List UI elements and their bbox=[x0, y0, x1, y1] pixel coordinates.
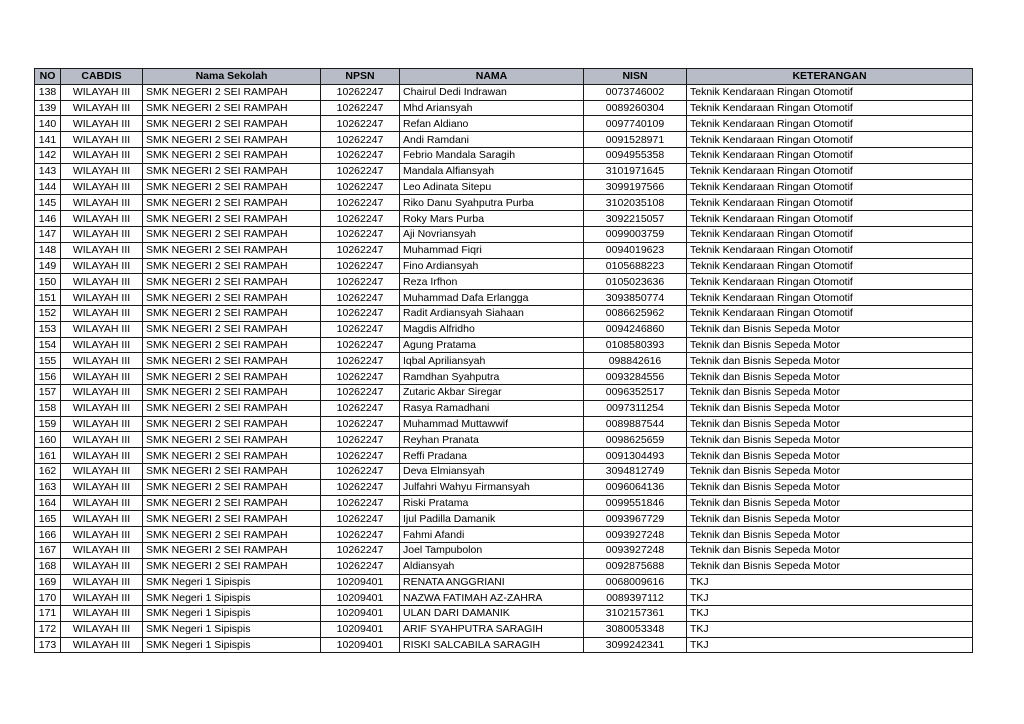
cell-nama-sekolah: SMK NEGERI 2 SEI RAMPAH bbox=[143, 179, 321, 195]
cell-nisn: 0096064136 bbox=[584, 479, 687, 495]
table-row bbox=[35, 527, 973, 543]
cell-nisn: 0094019623 bbox=[584, 242, 687, 258]
cell-no: 146 bbox=[35, 211, 61, 227]
cell-keterangan: Teknik dan Bisnis Sepeda Motor bbox=[687, 558, 973, 574]
cell-nama: Julfahri Wahyu Firmansyah bbox=[400, 479, 584, 495]
cell-cabdis: WILAYAH III bbox=[61, 226, 143, 242]
cell-nama-sekolah: SMK NEGERI 2 SEI RAMPAH bbox=[143, 416, 321, 432]
cell-nama-sekolah: SMK Negeri 1 Sipispis bbox=[143, 621, 321, 637]
cell-nisn: 3102157361 bbox=[584, 606, 687, 622]
cell-npsn: 10262247 bbox=[321, 463, 400, 479]
cell-no: 141 bbox=[35, 132, 61, 148]
cell-nama-sekolah: SMK NEGERI 2 SEI RAMPAH bbox=[143, 448, 321, 464]
cell-nama-sekolah: SMK NEGERI 2 SEI RAMPAH bbox=[143, 305, 321, 321]
cell-nama: Riski Pratama bbox=[400, 495, 584, 511]
cell-no: 166 bbox=[35, 527, 61, 543]
cell-nama: Roky Mars Purba bbox=[400, 211, 584, 227]
cell-no: 169 bbox=[35, 574, 61, 590]
cell-no: 165 bbox=[35, 511, 61, 527]
cell-no: 151 bbox=[35, 290, 61, 306]
table-row bbox=[35, 179, 973, 195]
cell-nama: Muhammad Muttawwif bbox=[400, 416, 584, 432]
table-row bbox=[35, 606, 973, 622]
cell-keterangan: TKJ bbox=[687, 590, 973, 606]
header-keterangan: KETERANGAN bbox=[687, 69, 973, 85]
cell-npsn: 10262247 bbox=[321, 274, 400, 290]
cell-nama: Aldiansyah bbox=[400, 558, 584, 574]
cell-keterangan: Teknik Kendaraan Ringan Otomotif bbox=[687, 116, 973, 132]
cell-nisn: 0086625962 bbox=[584, 305, 687, 321]
cell-nisn: 0098625659 bbox=[584, 432, 687, 448]
cell-nama: ARIF SYAHPUTRA SARAGIH bbox=[400, 621, 584, 637]
table-row bbox=[35, 116, 973, 132]
cell-cabdis: WILAYAH III bbox=[61, 100, 143, 116]
cell-nama-sekolah: SMK Negeri 1 Sipispis bbox=[143, 574, 321, 590]
cell-cabdis: WILAYAH III bbox=[61, 132, 143, 148]
cell-npsn: 10262247 bbox=[321, 179, 400, 195]
table-row bbox=[35, 226, 973, 242]
cell-nisn: 0097740109 bbox=[584, 116, 687, 132]
cell-nama-sekolah: SMK NEGERI 2 SEI RAMPAH bbox=[143, 116, 321, 132]
table-row bbox=[35, 369, 973, 385]
cell-keterangan: Teknik dan Bisnis Sepeda Motor bbox=[687, 416, 973, 432]
cell-nama-sekolah: SMK NEGERI 2 SEI RAMPAH bbox=[143, 211, 321, 227]
cell-keterangan: Teknik dan Bisnis Sepeda Motor bbox=[687, 448, 973, 464]
cell-keterangan: Teknik dan Bisnis Sepeda Motor bbox=[687, 511, 973, 527]
table-row bbox=[35, 511, 973, 527]
cell-keterangan: Teknik dan Bisnis Sepeda Motor bbox=[687, 463, 973, 479]
cell-npsn: 10262247 bbox=[321, 558, 400, 574]
cell-npsn: 10262247 bbox=[321, 132, 400, 148]
cell-no: 168 bbox=[35, 558, 61, 574]
cell-nama-sekolah: SMK Negeri 1 Sipispis bbox=[143, 606, 321, 622]
cell-nama: Radit Ardiansyah Siahaan bbox=[400, 305, 584, 321]
cell-keterangan: Teknik Kendaraan Ringan Otomotif bbox=[687, 195, 973, 211]
table-row bbox=[35, 242, 973, 258]
table-row bbox=[35, 337, 973, 353]
cell-keterangan: TKJ bbox=[687, 621, 973, 637]
cell-keterangan: Teknik Kendaraan Ringan Otomotif bbox=[687, 100, 973, 116]
cell-nama-sekolah: SMK NEGERI 2 SEI RAMPAH bbox=[143, 147, 321, 163]
cell-keterangan: Teknik Kendaraan Ringan Otomotif bbox=[687, 147, 973, 163]
cell-nisn: 0099003759 bbox=[584, 226, 687, 242]
cell-no: 156 bbox=[35, 369, 61, 385]
table-row bbox=[35, 574, 973, 590]
cell-nama-sekolah: SMK Negeri 1 Sipispis bbox=[143, 637, 321, 653]
header-npsn: NPSN bbox=[321, 69, 400, 85]
cell-npsn: 10262247 bbox=[321, 163, 400, 179]
cell-npsn: 10262247 bbox=[321, 432, 400, 448]
cell-npsn: 10262247 bbox=[321, 495, 400, 511]
cell-keterangan: Teknik Kendaraan Ringan Otomotif bbox=[687, 84, 973, 100]
cell-nama: Mandala Alfiansyah bbox=[400, 163, 584, 179]
cell-cabdis: WILAYAH III bbox=[61, 432, 143, 448]
cell-cabdis: WILAYAH III bbox=[61, 290, 143, 306]
table-row bbox=[35, 416, 973, 432]
cell-keterangan: Teknik Kendaraan Ringan Otomotif bbox=[687, 179, 973, 195]
cell-cabdis: WILAYAH III bbox=[61, 574, 143, 590]
cell-nama-sekolah: SMK NEGERI 2 SEI RAMPAH bbox=[143, 242, 321, 258]
cell-nisn: 0094246860 bbox=[584, 321, 687, 337]
cell-nama: Agung Pratama bbox=[400, 337, 584, 353]
header-nama: NAMA bbox=[400, 69, 584, 85]
cell-nama-sekolah: SMK NEGERI 2 SEI RAMPAH bbox=[143, 195, 321, 211]
cell-nisn: 0105023636 bbox=[584, 274, 687, 290]
cell-keterangan: Teknik Kendaraan Ringan Otomotif bbox=[687, 274, 973, 290]
cell-npsn: 10209401 bbox=[321, 590, 400, 606]
cell-cabdis: WILAYAH III bbox=[61, 637, 143, 653]
cell-nama: RISKI SALCABILA SARAGIH bbox=[400, 637, 584, 653]
cell-nama: Zutaric Akbar Siregar bbox=[400, 384, 584, 400]
cell-nama: RENATA ANGGRIANI bbox=[400, 574, 584, 590]
cell-keterangan: Teknik Kendaraan Ringan Otomotif bbox=[687, 211, 973, 227]
cell-nama-sekolah: SMK NEGERI 2 SEI RAMPAH bbox=[143, 542, 321, 558]
cell-no: 160 bbox=[35, 432, 61, 448]
cell-no: 155 bbox=[35, 353, 61, 369]
cell-cabdis: WILAYAH III bbox=[61, 274, 143, 290]
cell-cabdis: WILAYAH III bbox=[61, 369, 143, 385]
cell-nama: Andi Ramdani bbox=[400, 132, 584, 148]
table-row bbox=[35, 132, 973, 148]
table-row bbox=[35, 290, 973, 306]
cell-no: 171 bbox=[35, 606, 61, 622]
cell-nama: Riko Danu Syahputra Purba bbox=[400, 195, 584, 211]
cell-npsn: 10262247 bbox=[321, 479, 400, 495]
cell-nama-sekolah: SMK NEGERI 2 SEI RAMPAH bbox=[143, 100, 321, 116]
cell-no: 153 bbox=[35, 321, 61, 337]
cell-no: 157 bbox=[35, 384, 61, 400]
cell-npsn: 10262247 bbox=[321, 511, 400, 527]
cell-nisn: 3101971645 bbox=[584, 163, 687, 179]
cell-npsn: 10262247 bbox=[321, 384, 400, 400]
cell-npsn: 10209401 bbox=[321, 606, 400, 622]
cell-no: 145 bbox=[35, 195, 61, 211]
cell-nama-sekolah: SMK NEGERI 2 SEI RAMPAH bbox=[143, 337, 321, 353]
cell-cabdis: WILAYAH III bbox=[61, 242, 143, 258]
cell-nisn: 0097311254 bbox=[584, 400, 687, 416]
cell-nama: Iqbal Apriliansyah bbox=[400, 353, 584, 369]
cell-nama: Ramdhan Syahputra bbox=[400, 369, 584, 385]
cell-no: 167 bbox=[35, 542, 61, 558]
cell-nisn: 0105688223 bbox=[584, 258, 687, 274]
cell-nama: Fino Ardiansyah bbox=[400, 258, 584, 274]
cell-nama-sekolah: SMK NEGERI 2 SEI RAMPAH bbox=[143, 527, 321, 543]
cell-cabdis: WILAYAH III bbox=[61, 84, 143, 100]
header-cabdis: CABDIS bbox=[61, 69, 143, 85]
cell-cabdis: WILAYAH III bbox=[61, 542, 143, 558]
cell-nama-sekolah: SMK Negeri 1 Sipispis bbox=[143, 590, 321, 606]
cell-no: 161 bbox=[35, 448, 61, 464]
cell-keterangan: TKJ bbox=[687, 574, 973, 590]
cell-nisn: 3080053348 bbox=[584, 621, 687, 637]
cell-nisn: 0093927248 bbox=[584, 542, 687, 558]
cell-nama: Mhd Ariansyah bbox=[400, 100, 584, 116]
cell-npsn: 10262247 bbox=[321, 226, 400, 242]
cell-npsn: 10262247 bbox=[321, 527, 400, 543]
cell-no: 163 bbox=[35, 479, 61, 495]
cell-cabdis: WILAYAH III bbox=[61, 384, 143, 400]
cell-nisn: 0073746002 bbox=[584, 84, 687, 100]
cell-npsn: 10262247 bbox=[321, 353, 400, 369]
cell-nama: Reza Irfhon bbox=[400, 274, 584, 290]
cell-no: 148 bbox=[35, 242, 61, 258]
cell-npsn: 10262247 bbox=[321, 211, 400, 227]
cell-nisn: 0068009616 bbox=[584, 574, 687, 590]
table-row bbox=[35, 100, 973, 116]
cell-nama: Fahmi Afandi bbox=[400, 527, 584, 543]
cell-nama: Ijul Padilla Damanik bbox=[400, 511, 584, 527]
cell-keterangan: TKJ bbox=[687, 606, 973, 622]
header-no: NO bbox=[35, 69, 61, 85]
cell-nama-sekolah: SMK NEGERI 2 SEI RAMPAH bbox=[143, 84, 321, 100]
cell-nama-sekolah: SMK NEGERI 2 SEI RAMPAH bbox=[143, 132, 321, 148]
cell-cabdis: WILAYAH III bbox=[61, 463, 143, 479]
cell-nama: Muhammad Dafa Erlangga bbox=[400, 290, 584, 306]
table-row bbox=[35, 432, 973, 448]
cell-npsn: 10262247 bbox=[321, 147, 400, 163]
cell-cabdis: WILAYAH III bbox=[61, 448, 143, 464]
cell-cabdis: WILAYAH III bbox=[61, 416, 143, 432]
cell-cabdis: WILAYAH III bbox=[61, 479, 143, 495]
cell-keterangan: Teknik dan Bisnis Sepeda Motor bbox=[687, 542, 973, 558]
cell-keterangan: Teknik dan Bisnis Sepeda Motor bbox=[687, 369, 973, 385]
cell-keterangan: Teknik Kendaraan Ringan Otomotif bbox=[687, 242, 973, 258]
cell-nama: Chairul Dedi Indrawan bbox=[400, 84, 584, 100]
header-nisn: NISN bbox=[584, 69, 687, 85]
cell-cabdis: WILAYAH III bbox=[61, 353, 143, 369]
cell-nisn: 3099242341 bbox=[584, 637, 687, 653]
cell-nama-sekolah: SMK NEGERI 2 SEI RAMPAH bbox=[143, 384, 321, 400]
cell-nama: Deva Elmiansyah bbox=[400, 463, 584, 479]
cell-keterangan: Teknik dan Bisnis Sepeda Motor bbox=[687, 337, 973, 353]
cell-nama: Magdis Alfridho bbox=[400, 321, 584, 337]
cell-nama: Reffi Pradana bbox=[400, 448, 584, 464]
cell-nisn: 0094955358 bbox=[584, 147, 687, 163]
cell-nisn: 0092875688 bbox=[584, 558, 687, 574]
cell-cabdis: WILAYAH III bbox=[61, 495, 143, 511]
cell-cabdis: WILAYAH III bbox=[61, 211, 143, 227]
cell-npsn: 10262247 bbox=[321, 242, 400, 258]
cell-keterangan: Teknik dan Bisnis Sepeda Motor bbox=[687, 479, 973, 495]
table-row bbox=[35, 163, 973, 179]
cell-nama: Aji Novriansyah bbox=[400, 226, 584, 242]
cell-no: 159 bbox=[35, 416, 61, 432]
cell-keterangan: Teknik Kendaraan Ringan Otomotif bbox=[687, 226, 973, 242]
cell-cabdis: WILAYAH III bbox=[61, 147, 143, 163]
cell-nama: Febrio Mandala Saragih bbox=[400, 147, 584, 163]
table-row bbox=[35, 558, 973, 574]
cell-keterangan: Teknik dan Bisnis Sepeda Motor bbox=[687, 384, 973, 400]
cell-nisn: 0091528971 bbox=[584, 132, 687, 148]
cell-cabdis: WILAYAH III bbox=[61, 258, 143, 274]
cell-keterangan: Teknik dan Bisnis Sepeda Motor bbox=[687, 527, 973, 543]
table-row bbox=[35, 542, 973, 558]
cell-nama-sekolah: SMK NEGERI 2 SEI RAMPAH bbox=[143, 511, 321, 527]
cell-no: 164 bbox=[35, 495, 61, 511]
cell-cabdis: WILAYAH III bbox=[61, 606, 143, 622]
cell-nama: NAZWA FATIMAH AZ-ZAHRA bbox=[400, 590, 584, 606]
table-row bbox=[35, 590, 973, 606]
cell-nama-sekolah: SMK NEGERI 2 SEI RAMPAH bbox=[143, 479, 321, 495]
cell-nama-sekolah: SMK NEGERI 2 SEI RAMPAH bbox=[143, 463, 321, 479]
table-row bbox=[35, 448, 973, 464]
cell-keterangan: Teknik Kendaraan Ringan Otomotif bbox=[687, 163, 973, 179]
cell-no: 142 bbox=[35, 147, 61, 163]
cell-npsn: 10262247 bbox=[321, 400, 400, 416]
cell-cabdis: WILAYAH III bbox=[61, 621, 143, 637]
header-nama-sekolah: Nama Sekolah bbox=[143, 69, 321, 85]
cell-nisn: 0089397112 bbox=[584, 590, 687, 606]
cell-npsn: 10262247 bbox=[321, 369, 400, 385]
table-row bbox=[35, 211, 973, 227]
cell-no: 140 bbox=[35, 116, 61, 132]
cell-nama-sekolah: SMK NEGERI 2 SEI RAMPAH bbox=[143, 321, 321, 337]
cell-cabdis: WILAYAH III bbox=[61, 116, 143, 132]
cell-nisn: 0108580393 bbox=[584, 337, 687, 353]
cell-nisn: 098842616 bbox=[584, 353, 687, 369]
cell-nama-sekolah: SMK NEGERI 2 SEI RAMPAH bbox=[143, 432, 321, 448]
cell-no: 152 bbox=[35, 305, 61, 321]
cell-nisn: 0096352517 bbox=[584, 384, 687, 400]
table-row bbox=[35, 495, 973, 511]
cell-npsn: 10262247 bbox=[321, 448, 400, 464]
cell-nama: ULAN DARI DAMANIK bbox=[400, 606, 584, 622]
cell-no: 139 bbox=[35, 100, 61, 116]
cell-nisn: 0093967729 bbox=[584, 511, 687, 527]
cell-npsn: 10262247 bbox=[321, 337, 400, 353]
cell-cabdis: WILAYAH III bbox=[61, 511, 143, 527]
cell-npsn: 10262247 bbox=[321, 416, 400, 432]
cell-nama: Reyhan Pranata bbox=[400, 432, 584, 448]
cell-cabdis: WILAYAH III bbox=[61, 527, 143, 543]
cell-npsn: 10262247 bbox=[321, 305, 400, 321]
cell-nama-sekolah: SMK NEGERI 2 SEI RAMPAH bbox=[143, 558, 321, 574]
cell-keterangan: TKJ bbox=[687, 637, 973, 653]
table-row bbox=[35, 463, 973, 479]
cell-npsn: 10209401 bbox=[321, 574, 400, 590]
cell-no: 147 bbox=[35, 226, 61, 242]
cell-nama: Muhammad Fiqri bbox=[400, 242, 584, 258]
cell-npsn: 10209401 bbox=[321, 621, 400, 637]
cell-nama: Leo Adinata Sitepu bbox=[400, 179, 584, 195]
table-row bbox=[35, 258, 973, 274]
cell-no: 143 bbox=[35, 163, 61, 179]
cell-keterangan: Teknik Kendaraan Ringan Otomotif bbox=[687, 132, 973, 148]
cell-no: 172 bbox=[35, 621, 61, 637]
cell-no: 170 bbox=[35, 590, 61, 606]
cell-nama-sekolah: SMK NEGERI 2 SEI RAMPAH bbox=[143, 226, 321, 242]
cell-nama-sekolah: SMK NEGERI 2 SEI RAMPAH bbox=[143, 258, 321, 274]
cell-cabdis: WILAYAH III bbox=[61, 321, 143, 337]
cell-keterangan: Teknik Kendaraan Ringan Otomotif bbox=[687, 305, 973, 321]
table-row bbox=[35, 274, 973, 290]
cell-nama-sekolah: SMK NEGERI 2 SEI RAMPAH bbox=[143, 290, 321, 306]
table-row bbox=[35, 400, 973, 416]
student-table bbox=[34, 68, 973, 653]
cell-no: 149 bbox=[35, 258, 61, 274]
cell-keterangan: Teknik dan Bisnis Sepeda Motor bbox=[687, 432, 973, 448]
cell-nama: Refan Aldiano bbox=[400, 116, 584, 132]
table-row bbox=[35, 305, 973, 321]
cell-nisn: 0093284556 bbox=[584, 369, 687, 385]
cell-npsn: 10262247 bbox=[321, 290, 400, 306]
cell-npsn: 10209401 bbox=[321, 637, 400, 653]
cell-nisn: 3092215057 bbox=[584, 211, 687, 227]
cell-nama-sekolah: SMK NEGERI 2 SEI RAMPAH bbox=[143, 495, 321, 511]
cell-nisn: 3093850774 bbox=[584, 290, 687, 306]
cell-no: 162 bbox=[35, 463, 61, 479]
table-row bbox=[35, 479, 973, 495]
cell-nama-sekolah: SMK NEGERI 2 SEI RAMPAH bbox=[143, 353, 321, 369]
cell-nama: Joel Tampubolon bbox=[400, 542, 584, 558]
table-row bbox=[35, 195, 973, 211]
cell-nisn: 3094812749 bbox=[584, 463, 687, 479]
table-row bbox=[35, 321, 973, 337]
cell-nisn: 0099551846 bbox=[584, 495, 687, 511]
table-row bbox=[35, 637, 973, 653]
cell-cabdis: WILAYAH III bbox=[61, 400, 143, 416]
cell-nisn: 0089887544 bbox=[584, 416, 687, 432]
cell-nisn: 3102035108 bbox=[584, 195, 687, 211]
cell-cabdis: WILAYAH III bbox=[61, 558, 143, 574]
cell-keterangan: Teknik dan Bisnis Sepeda Motor bbox=[687, 353, 973, 369]
cell-nama-sekolah: SMK NEGERI 2 SEI RAMPAH bbox=[143, 369, 321, 385]
cell-nisn: 0089260304 bbox=[584, 100, 687, 116]
cell-cabdis: WILAYAH III bbox=[61, 305, 143, 321]
cell-npsn: 10262247 bbox=[321, 100, 400, 116]
cell-cabdis: WILAYAH III bbox=[61, 195, 143, 211]
cell-npsn: 10262247 bbox=[321, 84, 400, 100]
cell-no: 173 bbox=[35, 637, 61, 653]
table-row bbox=[35, 84, 973, 100]
cell-nama-sekolah: SMK NEGERI 2 SEI RAMPAH bbox=[143, 274, 321, 290]
table-row bbox=[35, 384, 973, 400]
cell-nisn: 0091304493 bbox=[584, 448, 687, 464]
cell-npsn: 10262247 bbox=[321, 542, 400, 558]
cell-nama-sekolah: SMK NEGERI 2 SEI RAMPAH bbox=[143, 163, 321, 179]
cell-nama-sekolah: SMK NEGERI 2 SEI RAMPAH bbox=[143, 400, 321, 416]
table-row bbox=[35, 147, 973, 163]
table-row bbox=[35, 621, 973, 637]
cell-keterangan: Teknik dan Bisnis Sepeda Motor bbox=[687, 400, 973, 416]
cell-cabdis: WILAYAH III bbox=[61, 163, 143, 179]
cell-nisn: 0093927248 bbox=[584, 527, 687, 543]
cell-no: 158 bbox=[35, 400, 61, 416]
cell-no: 138 bbox=[35, 84, 61, 100]
table-row bbox=[35, 353, 973, 369]
cell-cabdis: WILAYAH III bbox=[61, 590, 143, 606]
cell-no: 150 bbox=[35, 274, 61, 290]
cell-npsn: 10262247 bbox=[321, 116, 400, 132]
cell-npsn: 10262247 bbox=[321, 321, 400, 337]
cell-cabdis: WILAYAH III bbox=[61, 337, 143, 353]
header-row bbox=[35, 69, 973, 85]
cell-keterangan: Teknik dan Bisnis Sepeda Motor bbox=[687, 321, 973, 337]
cell-no: 154 bbox=[35, 337, 61, 353]
cell-keterangan: Teknik dan Bisnis Sepeda Motor bbox=[687, 495, 973, 511]
table-body bbox=[35, 84, 973, 653]
cell-keterangan: Teknik Kendaraan Ringan Otomotif bbox=[687, 258, 973, 274]
cell-nama: Rasya Ramadhani bbox=[400, 400, 584, 416]
cell-keterangan: Teknik Kendaraan Ringan Otomotif bbox=[687, 290, 973, 306]
cell-nisn: 3099197566 bbox=[584, 179, 687, 195]
cell-npsn: 10262247 bbox=[321, 195, 400, 211]
cell-npsn: 10262247 bbox=[321, 258, 400, 274]
cell-no: 144 bbox=[35, 179, 61, 195]
cell-cabdis: WILAYAH III bbox=[61, 179, 143, 195]
